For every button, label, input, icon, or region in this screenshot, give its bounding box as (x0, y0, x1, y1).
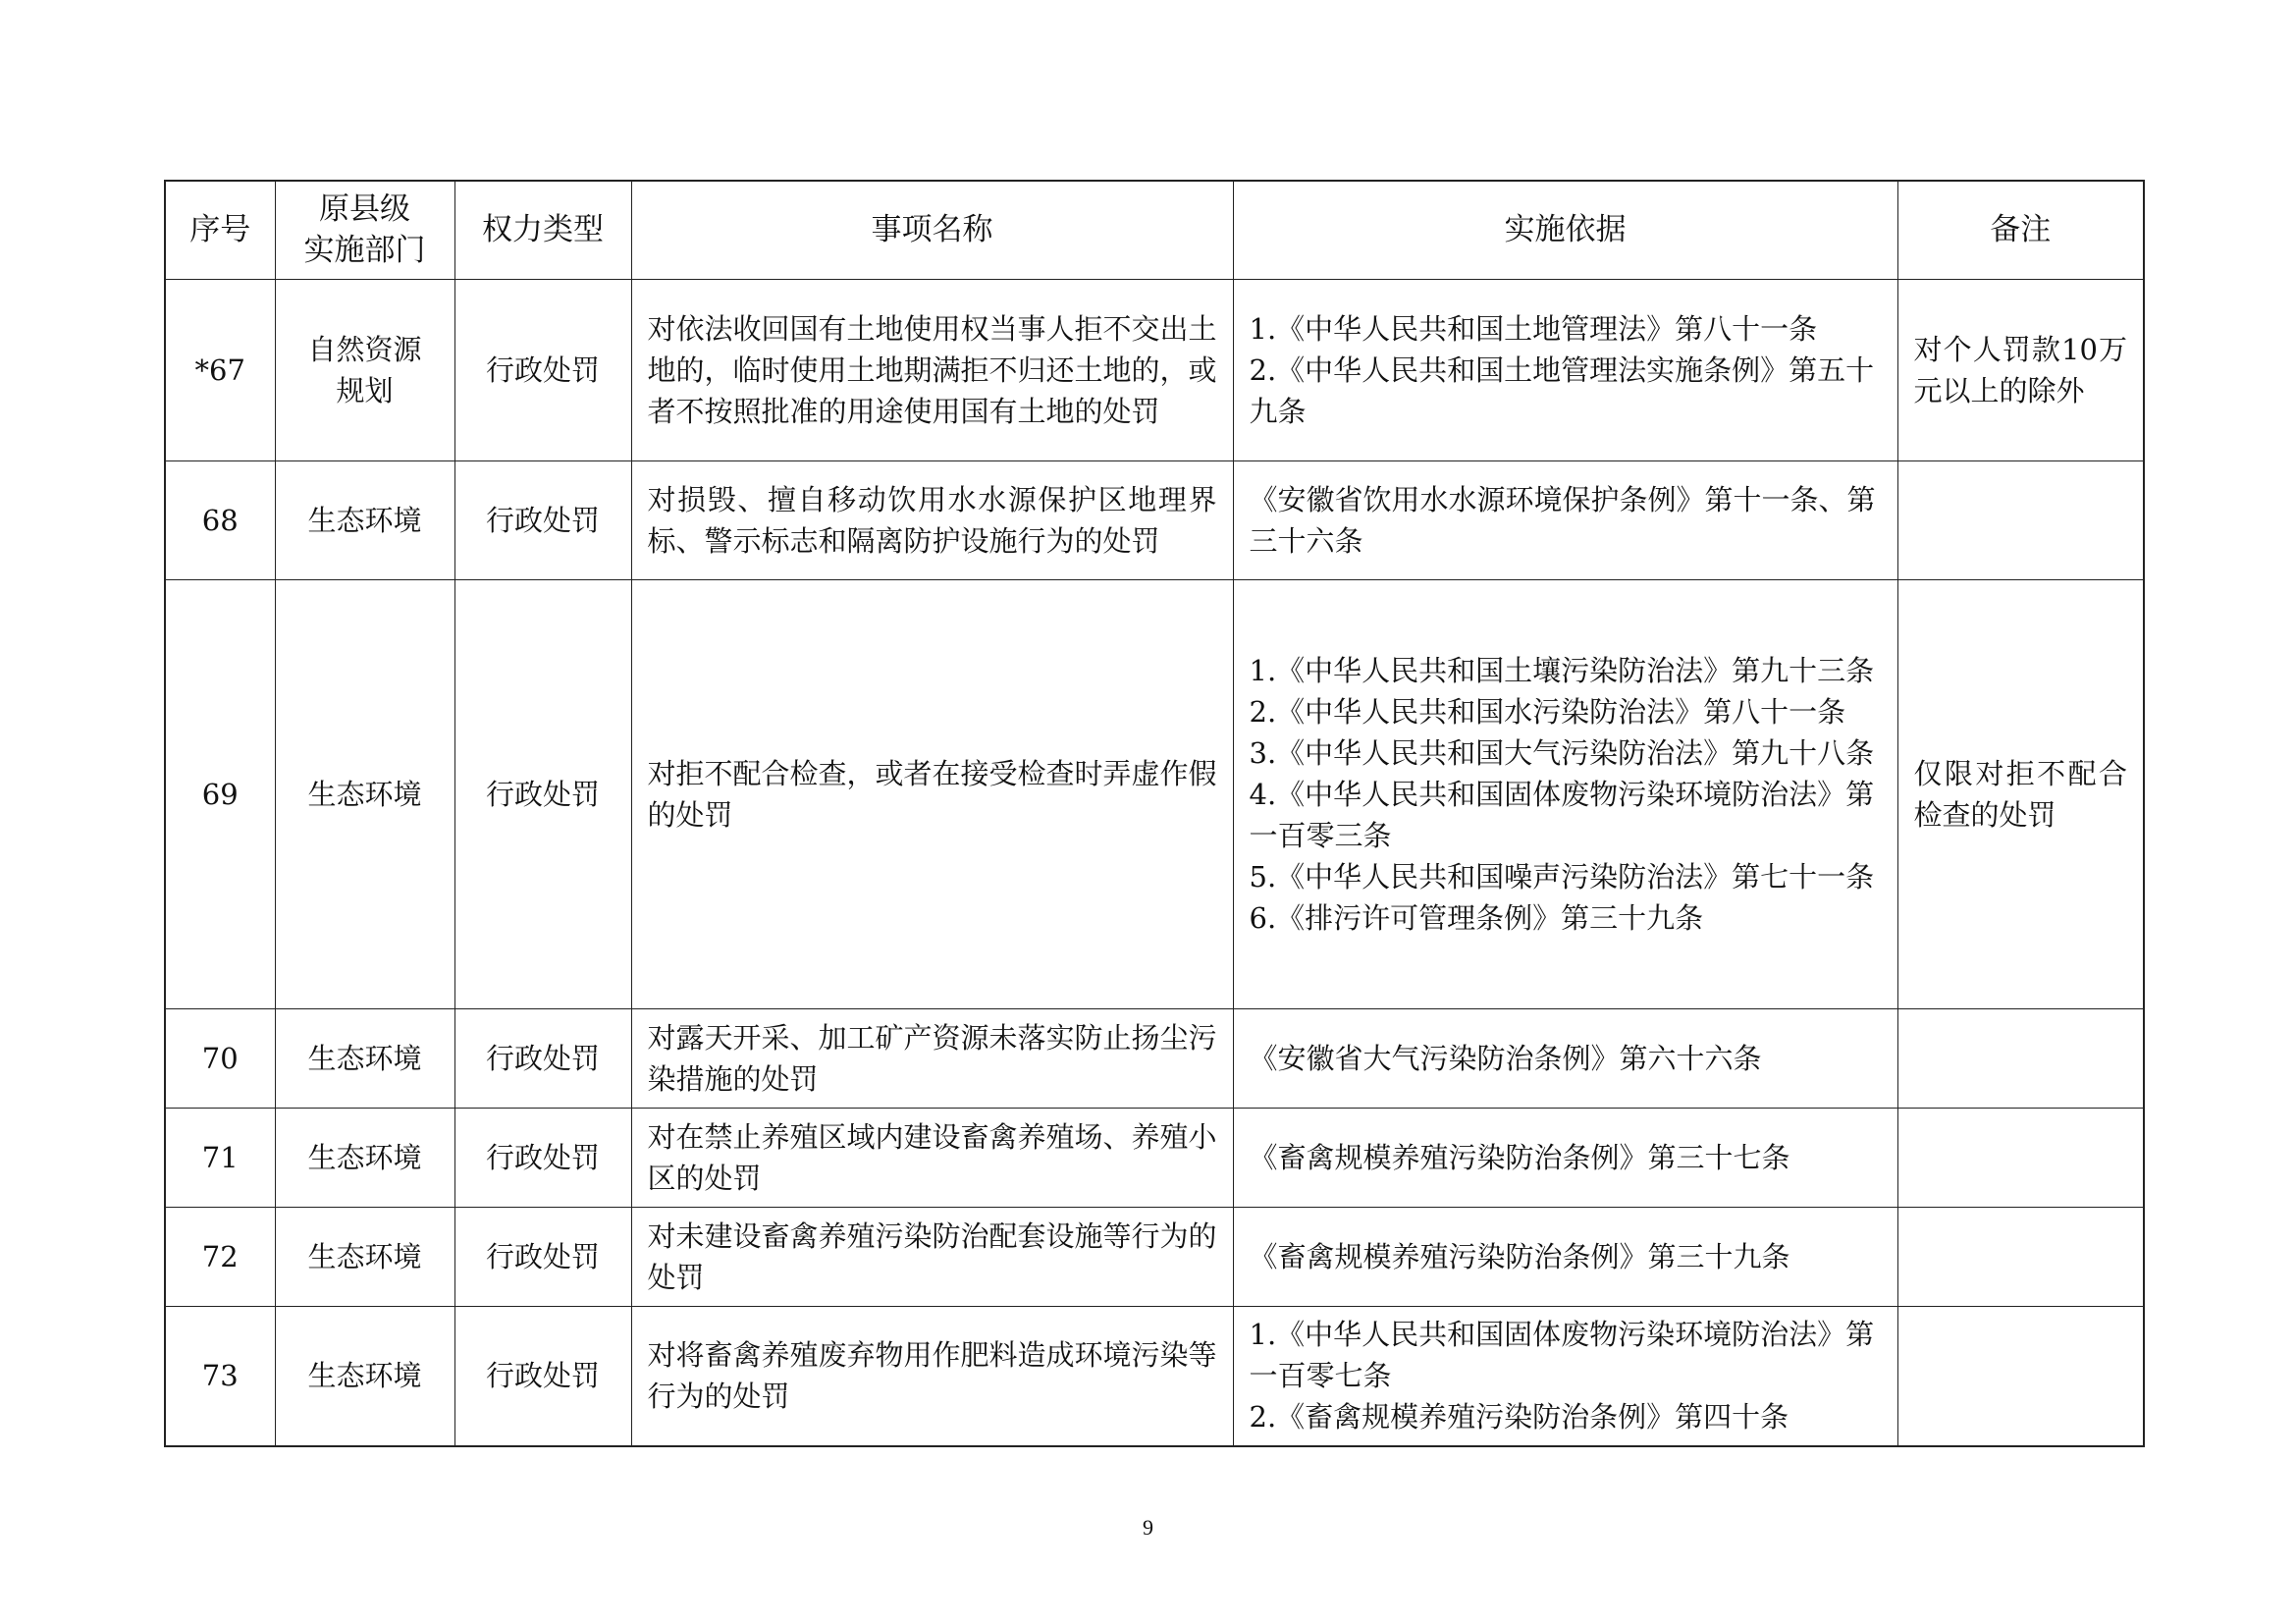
row-dept (275, 279, 454, 460)
header-dept (275, 181, 454, 279)
row-note: 仅限对拒不配合检查的处罚 (1897, 579, 2144, 1008)
row-item: 对拒不配合检查，或者在接受检查时弄虚作假的处罚 (631, 579, 1233, 1008)
row-note (1897, 1207, 2144, 1306)
row-item: 对损毁、擅自移动饮用水水源保护区地理界标、警示标志和隔离防护设施行为的处罚 (631, 460, 1233, 579)
basis-line: 《畜禽规模养殖污染防治条例》第三十七条 (1249, 1140, 1790, 1174)
basis-line: 5.《中华人民共和国噪声污染防治法》第七十一条 (1249, 859, 1875, 893)
table-row (165, 279, 2144, 460)
row-basis (1233, 1207, 1897, 1306)
row-type: 行政处罚 (454, 460, 631, 579)
basis-line: 3.《中华人民共和国大气污染防治法》第九十八条 (1249, 735, 1875, 770)
basis-line: 6.《排污许可管理条例》第三十九条 (1249, 900, 1704, 935)
row-basis (1233, 1306, 1897, 1446)
row-no: *67 (165, 279, 275, 460)
row-no: 68 (165, 460, 275, 579)
basis-line: 2.《中华人民共和国土地管理法实施条例》第五十九条 (1249, 352, 1875, 428)
basis-line: 1.《中华人民共和国土地管理法》第八十一条 (1249, 311, 1818, 346)
row-dept: 生态环境 (275, 1207, 454, 1306)
row-note: 对个人罚款10万元以上的除外 (1897, 279, 2144, 460)
row-item: 对未建设畜禽养殖污染防治配套设施等行为的处罚 (631, 1207, 1233, 1306)
basis-line: 1.《中华人民共和国土壤污染防治法》第九十三条 (1249, 653, 1875, 687)
row-item: 对依法收回国有土地使用权当事人拒不交出土地的，临时使用土地期满拒不归还土地的，或者不按照批准的用途使用国有土地的处罚 (631, 279, 1233, 460)
basis-line: 《安徽省饮用水水源环境保护条例》第十一条、第三十六条 (1249, 482, 1876, 558)
row-item: 对在禁止养殖区域内建设畜禽养殖场、养殖小区的处罚 (631, 1108, 1233, 1207)
row-basis (1233, 1108, 1897, 1207)
table-row (165, 1108, 2144, 1207)
basis-line: 4.《中华人民共和国固体废物污染环境防治法》第一百零三条 (1249, 777, 1875, 852)
row-dept: 生态环境 (275, 579, 454, 1008)
row-note (1897, 1108, 2144, 1207)
basis-line: 《畜禽规模养殖污染防治条例》第三十九条 (1249, 1239, 1790, 1273)
page-number: 9 (1143, 1515, 1153, 1540)
row-basis (1233, 279, 1897, 460)
basis-line: 《安徽省大气污染防治条例》第六十六条 (1249, 1041, 1762, 1075)
row-basis (1233, 1008, 1897, 1108)
regulation-table (164, 180, 2145, 1447)
table-row (165, 1306, 2144, 1446)
row-no: 70 (165, 1008, 275, 1108)
row-type: 行政处罚 (454, 1108, 631, 1207)
header-row (165, 181, 2144, 279)
row-item: 对将畜禽养殖废弃物用作肥料造成环境污染等行为的处罚 (631, 1306, 1233, 1446)
basis-line: 1.《中华人民共和国固体废物污染环境防治法》第一百零七条 (1249, 1318, 1875, 1393)
row-no: 73 (165, 1306, 275, 1446)
row-dept: 生态环境 (275, 1306, 454, 1446)
row-note (1897, 1008, 2144, 1108)
row-no: 72 (165, 1207, 275, 1306)
row-basis (1233, 579, 1897, 1008)
row-type: 行政处罚 (454, 1306, 631, 1446)
header-type: 权力类型 (454, 181, 631, 279)
table-row (165, 1008, 2144, 1108)
table-row (165, 579, 2144, 1008)
row-dept-text: 自然资源 规划 (307, 332, 422, 407)
header-note: 备注 (1897, 181, 2144, 279)
row-note (1897, 1306, 2144, 1446)
header-no: 序号 (165, 181, 275, 279)
header-item: 事项名称 (631, 181, 1233, 279)
table-row (165, 460, 2144, 579)
row-item: 对露天开采、加工矿产资源未落实防止扬尘污染措施的处罚 (631, 1008, 1233, 1108)
row-no: 71 (165, 1108, 275, 1207)
table-row (165, 1207, 2144, 1306)
row-dept: 生态环境 (275, 460, 454, 579)
row-dept: 生态环境 (275, 1108, 454, 1207)
basis-line: 2.《中华人民共和国水污染防治法》第八十一条 (1249, 694, 1846, 729)
header-basis: 实施依据 (1233, 181, 1897, 279)
basis-line: 2.《畜禽规模养殖污染防治条例》第四十条 (1249, 1400, 1789, 1435)
row-type: 行政处罚 (454, 279, 631, 460)
row-no: 69 (165, 579, 275, 1008)
row-dept: 生态环境 (275, 1008, 454, 1108)
row-type: 行政处罚 (454, 579, 631, 1008)
row-basis (1233, 460, 1897, 579)
row-type: 行政处罚 (454, 1008, 631, 1108)
row-note (1897, 460, 2144, 579)
header-dept-text: 原县级 实施部门 (303, 191, 426, 269)
row-type: 行政处罚 (454, 1207, 631, 1306)
